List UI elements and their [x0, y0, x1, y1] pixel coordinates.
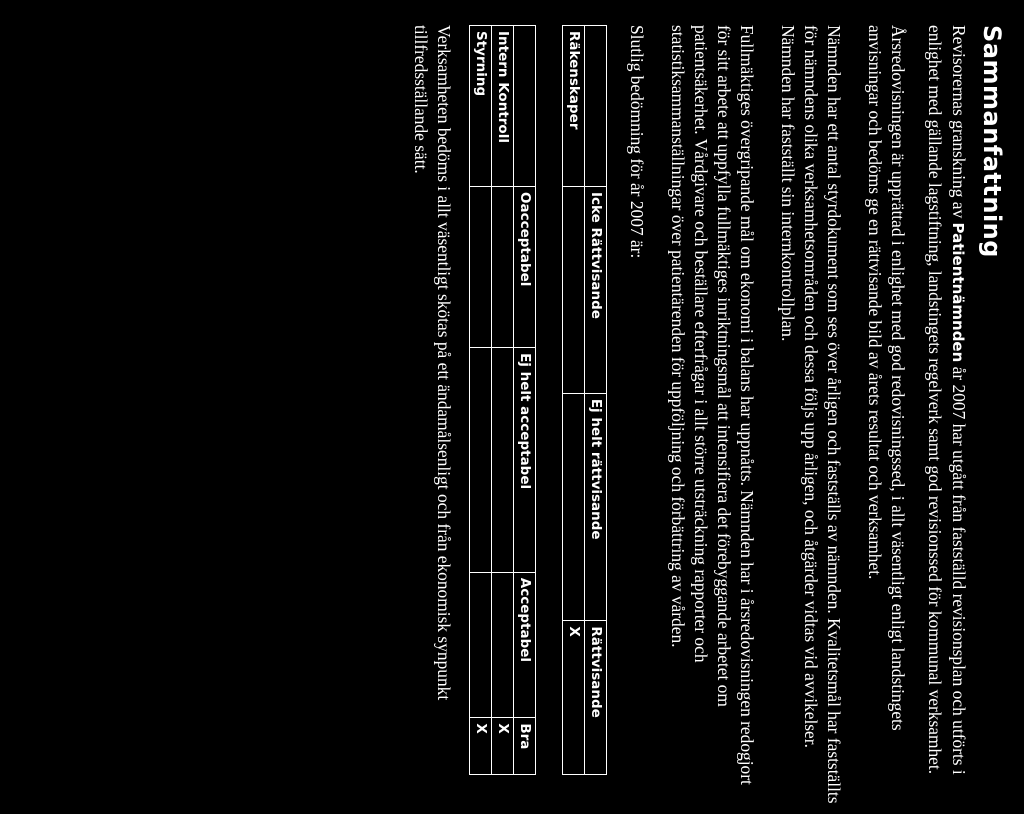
table-header-cell: Acceptabel — [514, 572, 536, 718]
table-cell — [470, 187, 492, 348]
table-header-row — [514, 26, 536, 775]
paragraph-governance: Nämnden har ett antal styrdokument som ses över årligen och fastställs av nämnden. Kvalitetsmål har fastställts för nämndens olika verksamhetsområden och dessa följs upp årligen, och åtgärder vidtas vid avvikelser. Nämnden har fastställt sin internkontrollplan. — [778, 25, 844, 804]
control-assessment-table — [469, 25, 536, 775]
table-cell — [563, 187, 585, 394]
table-header-cell — [585, 26, 607, 187]
paragraph-annual-report: Årsredovisningen är upprättad i enlighet med god redovisningssed, i allt väsentligt enligt landstingets anvisningar och bedöms ge en rättvisande bild av årets resultat och verksamhet. — [865, 25, 908, 731]
document-page — [409, 25, 1006, 805]
paragraph-goals: Fullmäktiges övergripande mål om ekonomi i balans har uppnåtts. Nämnden har i årsredovisningen redogjort för sitt arbete att uppfylla fullmäktiges inriktningsmål att intensifiera det förebyggande arbetet om patientsäkerhet. Vårdgivare och beställare efterfrågar i allt större utsträckning rapporter och statistiksammanställningar över patientärenden för uppföljning och förbättring av vården. — [668, 25, 757, 785]
intro-subject: Patientnämnden — [949, 222, 967, 363]
table-cell — [563, 393, 585, 621]
table-cell — [470, 348, 492, 573]
row-label: Intern Kontroll — [492, 26, 514, 187]
table-row — [470, 26, 492, 775]
table-header-cell: Ej helt rättvisande — [585, 393, 607, 621]
table-header-cell: Oacceptabel — [514, 187, 536, 348]
table-cell — [492, 572, 514, 718]
table-cell — [492, 348, 514, 573]
accounts-assessment-table — [562, 25, 607, 775]
intro-paragraph — [923, 25, 970, 805]
assessment-heading: Slutlig bedömning för år 2007 är: — [627, 25, 647, 259]
table-row — [492, 26, 514, 775]
table-cell — [492, 187, 514, 348]
table-header-cell: Rättvisande — [585, 621, 607, 775]
table-cell: X — [470, 718, 492, 775]
table-cell: X — [492, 718, 514, 775]
intro-prefix: Revisorernas granskning av — [949, 25, 969, 223]
table-header-cell: Icke Rättvisande — [585, 187, 607, 394]
table-header-row — [585, 26, 607, 775]
table-header-cell: Ej helt acceptabel — [514, 348, 536, 573]
table-header-cell — [514, 26, 536, 187]
final-statement: Verksamheten bedöms i allt väsentligt skötas på ett ändamålsenligt och från ekonomisk synpunkt tillfredsställande sätt. — [411, 25, 454, 701]
page-title: Sammanfattning — [978, 25, 1006, 258]
table-cell — [470, 572, 492, 718]
intro-suffix: år 2007 har utgått från fastställd revisionsplan och utförts i enlighet med gällande lagstiftning, landstingets regelverk samt god revisionssed för kommunal verksamhet. — [925, 25, 969, 775]
row-label: Styrning — [470, 26, 492, 187]
table-row — [563, 26, 585, 775]
table-header-cell: Bra — [514, 718, 536, 775]
table-cell: X — [563, 621, 585, 775]
row-label: Räkenskaper — [563, 26, 585, 187]
